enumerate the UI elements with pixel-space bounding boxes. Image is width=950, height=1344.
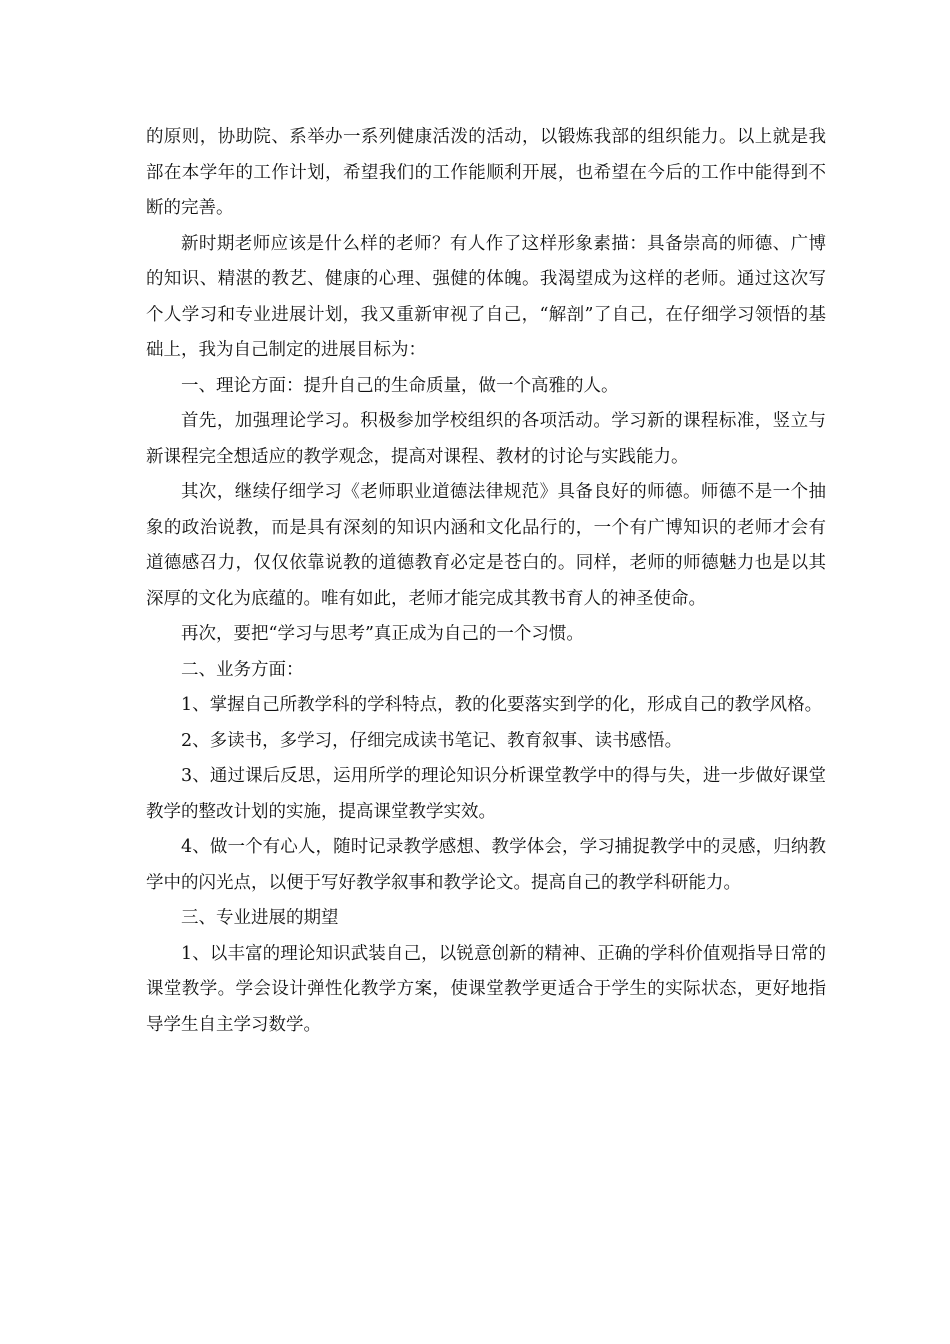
paragraph-4: 首先，加强理论学习。积极参加学校组织的各项活动。学习新的课程标准，竖立与新课程完全想适应的教学观念，提高对课程、教材的讨论与实践能力。 [146, 411, 826, 467]
list-item-3: 3、通过课后反思，运用所学的理论知识分析课堂教学中的得与失，进一步做好课堂教学的整改计划的实施，提高课堂教学实效。 [146, 766, 826, 822]
expectation-item-1: 1、以丰富的理论知识武装自己，以锐意创新的精神、正确的学科价值观指导日常的课堂教学。学会设计弹性化教学方案，使课堂教学更适合于学生的实际状态，更好地指导学生自主学习数学。 [146, 943, 826, 1035]
section-heading-expectation: 三、专业进展的期望 [181, 908, 339, 928]
document-body [146, 120, 826, 1043]
paragraph-5: 其次，继续仔细学习《老师职业道德法律规范》具备良好的师德。师德不是一个抽象的政治说教，而是具有深刻的知识内涵和文化品行的，一个有广博知识的老师才会有道德感召力，仅仅依靠说教的道德教育必定是苍白的。同样，老师的师德魅力也是以其深厚的文化为底蕴的。唯有如此，老师才能完成其教书育人的神圣使命。 [146, 482, 826, 609]
list-item-4: 4、做一个有心人，随时记录教学感想、教学体会，学习捕捉教学中的灵感，归纳教学中的闪光点，以便于写好教学叙事和教学论文。提高自己的教学科研能力。 [146, 837, 826, 893]
paragraph-6: 再次，要把“学习与思考”真正成为自己的一个习惯。 [181, 624, 584, 644]
section-heading-business: 二、业务方面： [181, 659, 304, 680]
paragraph-1: 的原则，协助院、系举办一系列健康活泼的活动，以锻炼我部的组织能力。以上就是我部在本学年的工作计划，希望我们的工作能顺利开展，也希望在今后的工作中能得到不断的完善。 [146, 127, 826, 218]
paragraph-2: 新时期老师应该是什么样的老师？有人作了这样形象素描：具备崇高的师德、广博的知识、精湛的教艺、健康的心理、强健的体魄。我渴望成为这样的老师。通过这次写个人学习和专业进展计划，我又重新审视了自己，“解剖”了自己，在仔细学习领悟的基础上，我为自己制定的进展目标为： [146, 233, 826, 360]
section-heading-theory: 一、理论方面：提升自己的生命质量，做一个高雅的人。 [181, 375, 619, 396]
list-item-1: 1、掌握自己所教学科的学科特点，教的化要落实到学的化，形成自己的教学风格。 [181, 695, 823, 715]
list-item-2: 2、多读书，多学习，仔细完成读书笔记、教育叙事、读书感悟。 [181, 730, 683, 751]
